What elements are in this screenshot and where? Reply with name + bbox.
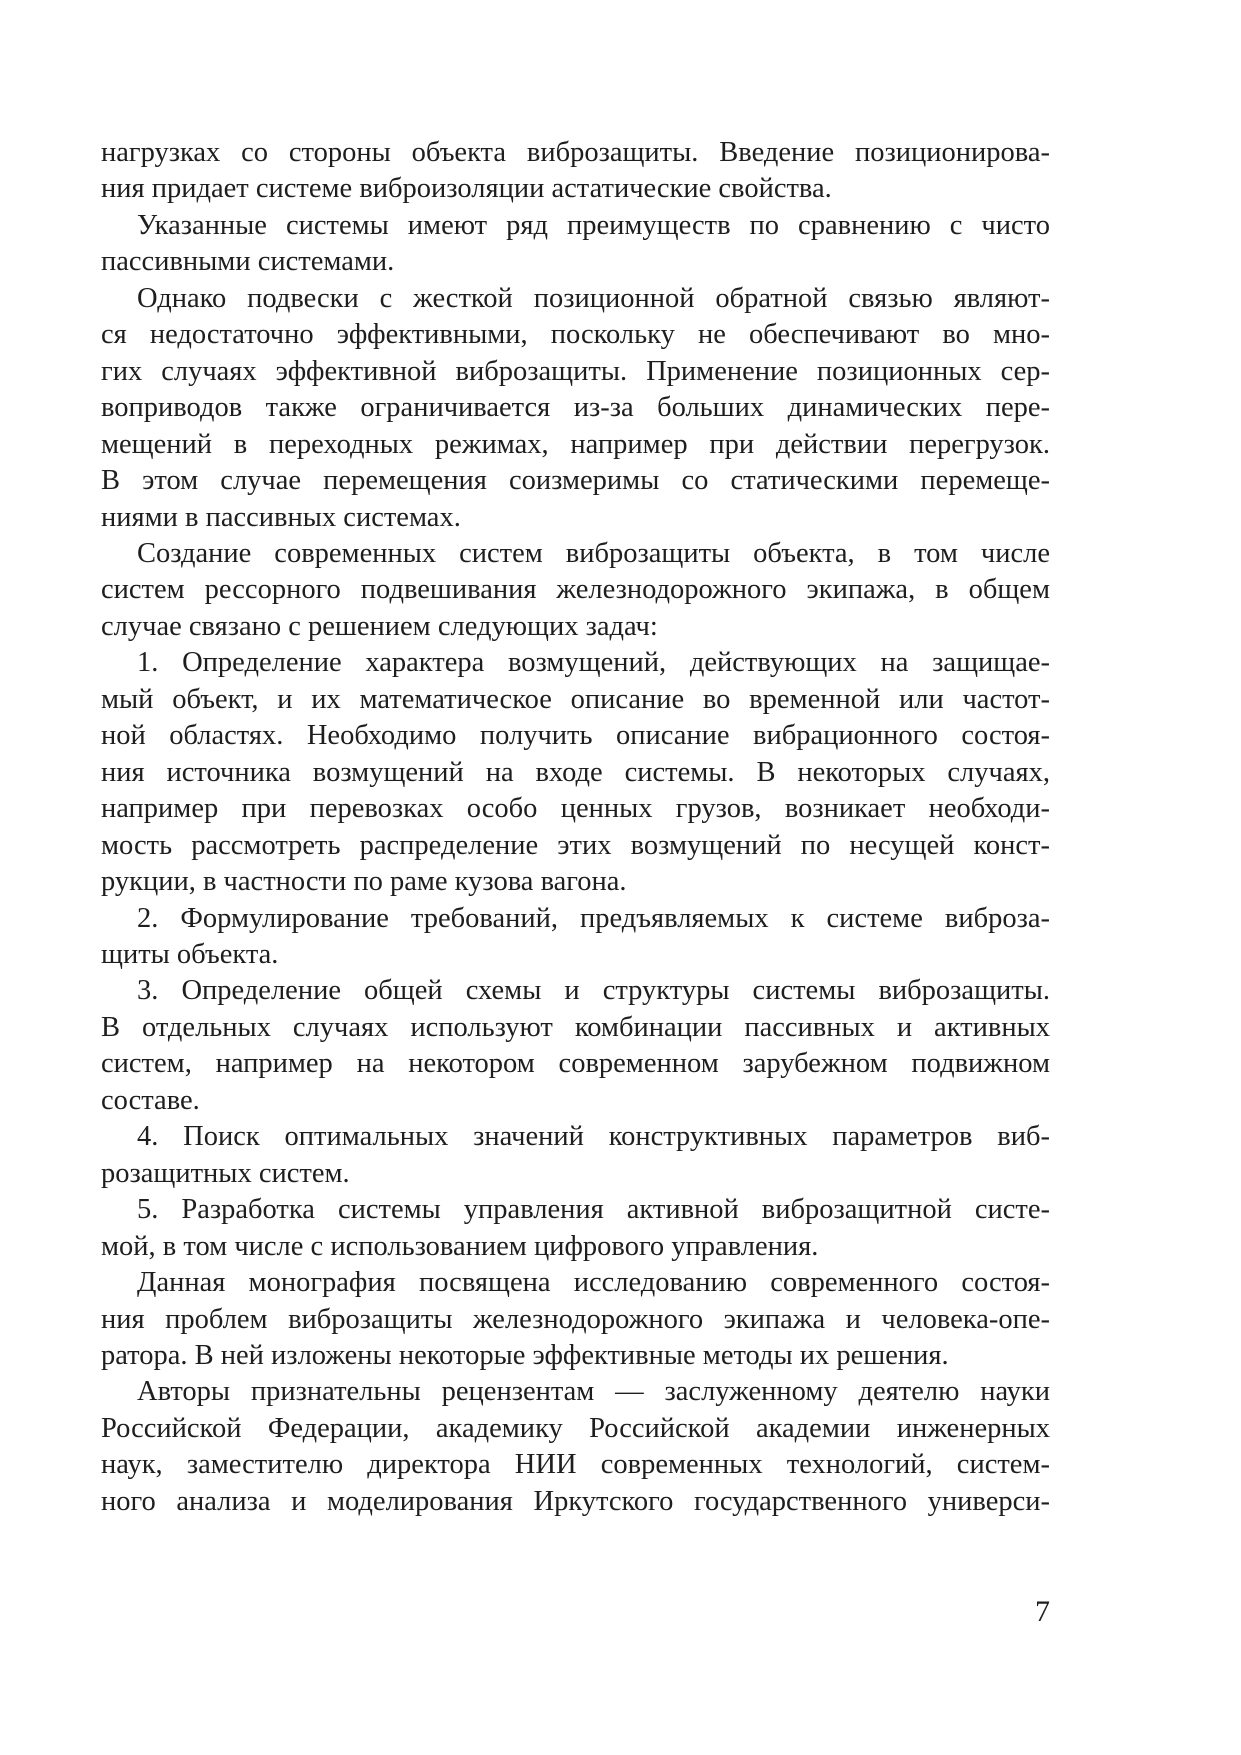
text-line: пассивными системами. bbox=[101, 246, 395, 278]
paragraph bbox=[101, 281, 1050, 536]
paragraph bbox=[101, 1192, 1050, 1265]
text-line: Российской Федерации, академику Российской академии инженерных bbox=[101, 1412, 1050, 1444]
text-line: рукции, в частности по раме кузова вагона. bbox=[101, 866, 627, 898]
text-line: Авторы признательны рецензентам — заслуженному деятелю науки bbox=[137, 1376, 1050, 1408]
text-line: ния придает системе виброизоляции астатические свойства. bbox=[101, 173, 832, 205]
text-line: 5. Разработка системы управления активной виброзащитной систе- bbox=[137, 1194, 1050, 1226]
text-line: гих случаях эффективной виброзащиты. Применение позиционных сер- bbox=[101, 355, 1050, 387]
text-line: нагрузках со стороны объекта виброзащиты. Введение позиционирова- bbox=[101, 137, 1050, 168]
text-line: ся недостаточно эффективными, поскольку не обеспечивают во мно- bbox=[101, 319, 1050, 351]
paragraph bbox=[101, 973, 1050, 1119]
text-line: 3. Определение общей схемы и структуры системы виброзащиты. bbox=[137, 975, 1050, 1007]
text-line: ратора. В ней изложены некоторые эффективные методы их решения. bbox=[101, 1339, 949, 1371]
paragraph bbox=[101, 1374, 1050, 1520]
text-line: мещений в переходных режимах, например при действии перегрузок. bbox=[101, 428, 1050, 460]
text-line: ния источника возмущений на входе системы. В некоторых случаях, bbox=[101, 756, 1050, 788]
text-line: воприводов также ограничивается из-за больших динамических пере- bbox=[101, 392, 1050, 424]
text-line: наук, заместителю директора НИИ современных технологий, систем- bbox=[101, 1449, 1050, 1481]
paragraph bbox=[101, 901, 1050, 974]
text-line: 4. Поиск оптимальных значений конструктивных параметров виб- bbox=[137, 1121, 1050, 1153]
paragraph bbox=[101, 645, 1050, 900]
text-line: 1. Определение характера возмущений, действующих на защищае- bbox=[137, 647, 1050, 679]
text-line: Указанные системы имеют ряд преимуществ по сравнению с чисто bbox=[137, 209, 1050, 241]
text-line: мость рассмотреть распределение этих возмущений по несущей конст- bbox=[101, 829, 1050, 861]
text-line: ния проблем виброзащиты железнодорожного экипажа и человека-опе- bbox=[101, 1303, 1050, 1335]
text-line: ниями в пассивных системах. bbox=[101, 501, 461, 533]
text-line: Данная монография посвящена исследованию современного состоя- bbox=[137, 1267, 1050, 1299]
paragraph bbox=[101, 135, 1050, 208]
text-line: ного анализа и моделирования Иркутского государственного универси- bbox=[101, 1485, 1050, 1517]
paragraph bbox=[101, 1119, 1050, 1192]
page-number: 7 bbox=[1035, 1595, 1050, 1628]
paragraph bbox=[101, 1265, 1050, 1374]
text-line: В отдельных случаях используют комбинации пассивных и активных bbox=[101, 1011, 1050, 1043]
body-text bbox=[101, 135, 1050, 1520]
text-line: В этом случае перемещения соизмеримы со статическими перемеще- bbox=[101, 465, 1050, 497]
paragraph bbox=[101, 536, 1050, 645]
text-line: например при перевозках особо ценных грузов, возникает необходи- bbox=[101, 793, 1050, 825]
text-line: систем рессорного подвешивания железнодорожного экипажа, в общем bbox=[101, 574, 1050, 606]
paragraph bbox=[101, 208, 1050, 281]
text-line: систем, например на некотором современном зарубежном подвижном bbox=[101, 1048, 1050, 1080]
text-line: Создание современных систем виброзащиты объекта, в том числе bbox=[137, 537, 1050, 569]
text-line: составе. bbox=[101, 1084, 200, 1116]
text-line: розащитных систем. bbox=[101, 1157, 350, 1189]
text-line: Однако подвески с жесткой позиционной обратной связью являют- bbox=[137, 282, 1050, 314]
text-line: 2. Формулирование требований, предъявляемых к системе виброза- bbox=[137, 902, 1050, 934]
text-line: случае связано с решением следующих задач: bbox=[101, 610, 658, 642]
text-line: щиты объекта. bbox=[101, 938, 279, 970]
text-line: мый объект, и их математическое описание во временной или частот- bbox=[101, 683, 1050, 715]
text-line: мой, в том числе с использованием цифрового управления. bbox=[101, 1230, 819, 1262]
text-line: ной областях. Необходимо получить описание вибрационного состоя- bbox=[101, 720, 1050, 752]
